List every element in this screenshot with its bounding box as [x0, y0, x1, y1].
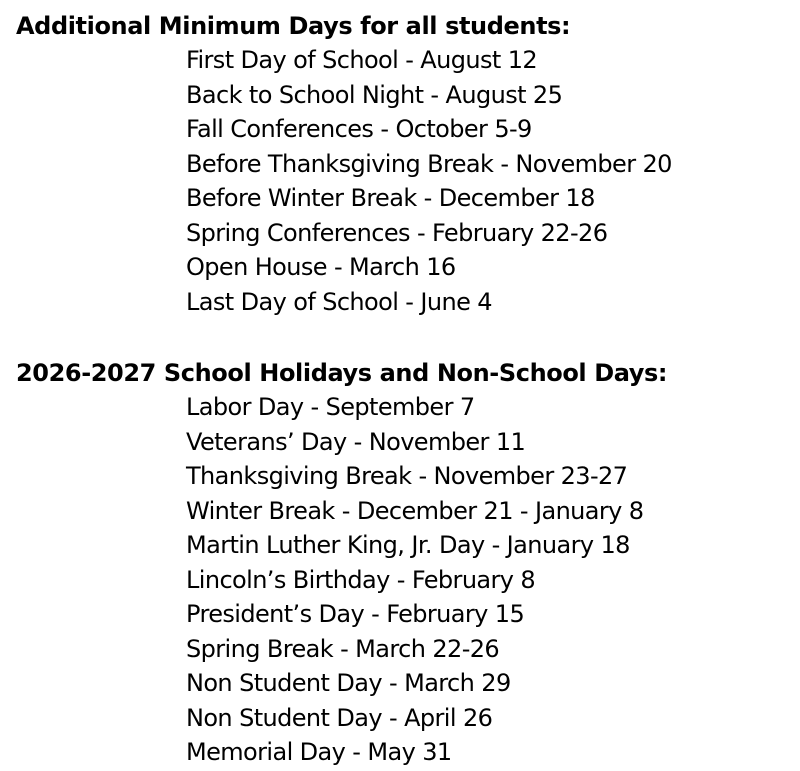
list-item: Before Thanksgiving Break - November 20: [186, 149, 672, 178]
list-item: Winter Break - December 21 - January 8: [186, 496, 644, 525]
holidays-heading: 2026-2027 School Holidays and Non-School Days:: [16, 359, 668, 387]
list-item: Thanksgiving Break - November 23-27: [186, 462, 628, 490]
list-item: First Day of School - August 12: [186, 46, 538, 74]
list-item: Before Winter Break - December 18: [186, 184, 595, 212]
list-item: Lincoln’s Birthday - February 8: [186, 565, 536, 594]
list-item: Veterans’ Day - November 11: [186, 427, 526, 456]
holidays-section: [16, 356, 796, 770]
list-item: Back to School Night - August 25: [186, 80, 563, 109]
list-item: Non Student Day - March 29: [186, 669, 511, 697]
holidays-list: [16, 390, 796, 770]
list-item: Martin Luther King, Jr. Day - January 18: [186, 531, 630, 559]
list-item: Spring Conferences - February 22-26: [186, 218, 608, 247]
minimum-days-list: [16, 43, 796, 319]
list-item: Memorial Day - May 31: [186, 738, 452, 766]
minimum-days-section: [16, 9, 796, 319]
list-item: President’s Day - February 15: [186, 600, 525, 628]
list-item: Last Day of School - June 4: [186, 287, 492, 316]
list-item: Labor Day - September 7: [186, 393, 475, 421]
list-item: Non Student Day - April 26: [186, 703, 493, 732]
list-item: Fall Conferences - October 5-9: [186, 115, 532, 143]
minimum-days-heading: Additional Minimum Days for all students:: [16, 12, 571, 40]
list-item: Open House - March 16: [186, 253, 456, 281]
list-item: Spring Break - March 22-26: [186, 634, 500, 663]
